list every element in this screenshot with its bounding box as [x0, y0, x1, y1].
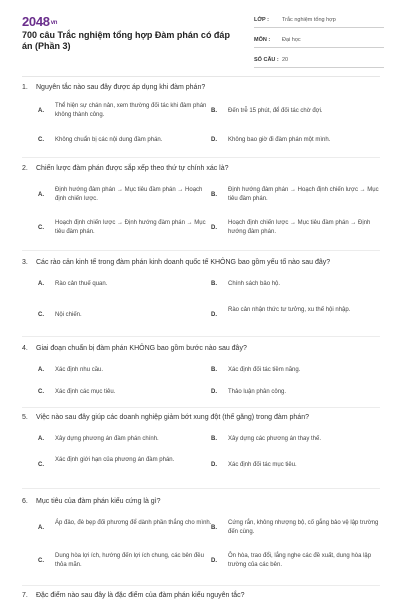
question-text: 6. Mục tiêu của đàm phán kiểu cứng là gì?	[22, 498, 161, 505]
meta-value: Đại học	[282, 37, 301, 43]
meta-class-row	[254, 14, 384, 28]
document-meta	[254, 14, 384, 74]
meta-label: LỚP :	[254, 17, 269, 23]
meta-count-row	[254, 54, 384, 68]
site-logo[interactable]: 2048vn	[22, 14, 58, 29]
question-divider	[22, 407, 380, 408]
question-divider	[22, 488, 380, 489]
question-divider	[22, 336, 380, 337]
meta-label: SỐ CÂU :	[254, 57, 279, 63]
logo-suffix: vn	[50, 19, 58, 26]
question-text: 3. Các rào cản kinh tế trong đàm phán kinh doanh quốc tế KHÔNG bao gồm yếu tố nào sau đây?	[22, 259, 331, 266]
question-text: 7. Đặc điểm nào sau đây là đặc điểm của đàm phán kiểu nguyên tắc?	[22, 592, 245, 599]
header-divider	[22, 76, 380, 77]
question-divider	[22, 585, 380, 586]
question-text: 4. Giai đoạn chuẩn bị đàm phán KHÔNG bao gồm bước nào sau đây?	[22, 345, 247, 352]
meta-label: MÔN :	[254, 37, 271, 43]
question-divider	[22, 157, 380, 158]
meta-value: 20	[282, 57, 289, 63]
document-header	[0, 0, 400, 70]
question-text: 5. Việc nào sau đây giúp các doanh nghiệp giảm bớt xung đột (thế găng) trong đàm phán?	[22, 414, 309, 421]
document-title: 700 câu Trắc nghiệm tổng hợp Đàm phán có đáp án (Phần 3)	[22, 30, 230, 51]
question-text: 1. Nguyên tắc nào sau đây được áp dụng khi đàm phán?	[22, 84, 206, 91]
question-divider	[22, 250, 380, 251]
meta-subject-row	[254, 34, 384, 48]
question-text: 2. Chiến lược đàm phán được sắp xếp theo thứ tự chính xác là?	[22, 165, 229, 172]
meta-value: Trắc nghiệm tổng hợp	[282, 17, 336, 23]
